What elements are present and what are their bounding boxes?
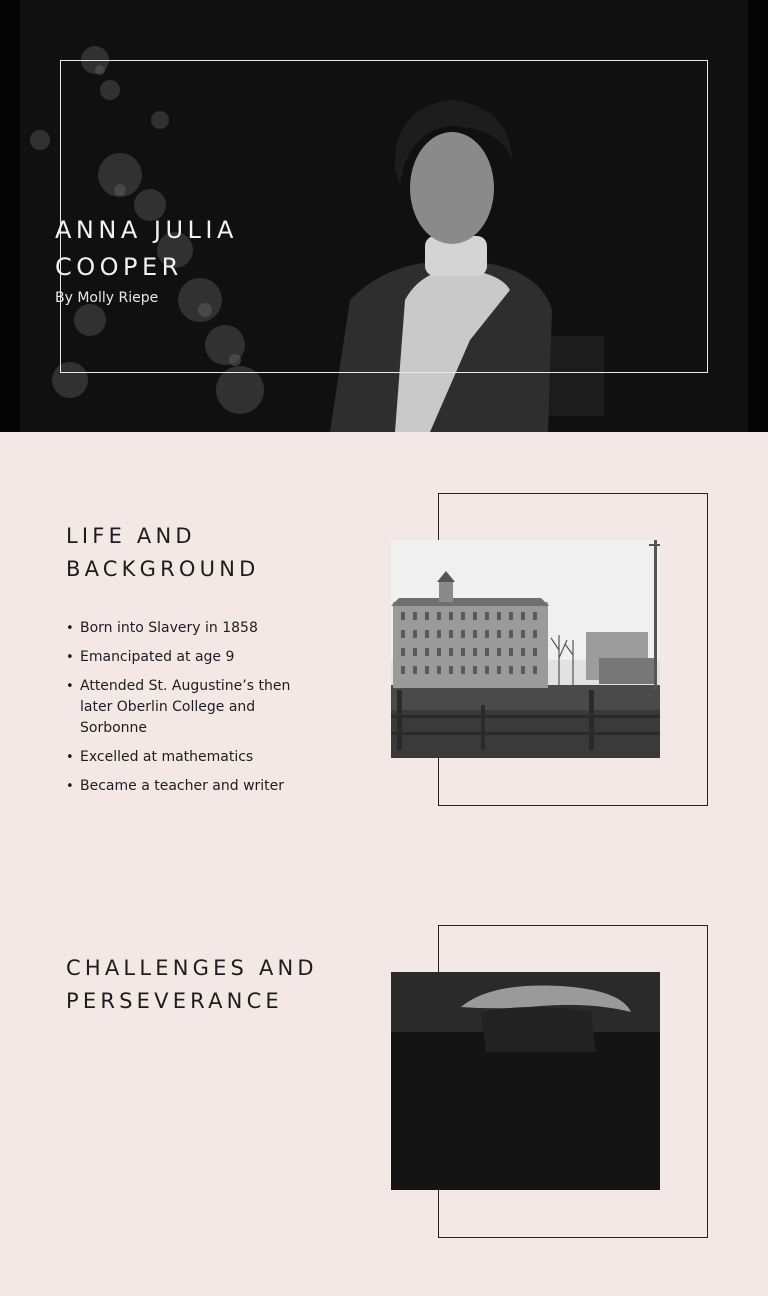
bullet-text: Born into Slavery in 1858	[80, 620, 258, 636]
bullet-text: Excelled at mathematics	[80, 749, 254, 765]
bullet-list	[66, 618, 316, 805]
title-line-1: ANNA JULIA	[55, 216, 238, 244]
bullet-glyph: •	[66, 679, 74, 694]
bullet-glyph: •	[66, 750, 74, 765]
heading-line-1: CHALLENGES AND	[66, 956, 318, 980]
bullet-item	[66, 776, 316, 797]
bullet-item	[66, 647, 316, 668]
bullet-glyph: •	[66, 779, 74, 794]
heading-line-1: LIFE AND	[66, 524, 196, 548]
bullet-text: Became a teacher and writer	[80, 778, 285, 794]
slide-heading	[66, 520, 366, 586]
bullet-text: Attended St. Augustine’s then later Oberlin College and Sorbonne	[80, 678, 291, 736]
slide-challenges-and-perseverance	[0, 864, 768, 1296]
title-line-2: COOPER	[55, 253, 183, 281]
bullet-glyph: •	[66, 621, 74, 636]
bullet-glyph: •	[66, 650, 74, 665]
heading-line-2: PERSEVERANCE	[66, 989, 283, 1013]
heading-line-2: BACKGROUND	[66, 557, 260, 581]
slide-life-and-background	[0, 432, 768, 864]
bullet-item	[66, 618, 316, 639]
title-slide	[0, 0, 768, 432]
slide-heading	[66, 952, 366, 1018]
bullet-item	[66, 747, 316, 768]
bullet-item	[66, 676, 316, 739]
college-building-photo	[391, 540, 660, 758]
presentation-title	[55, 212, 335, 286]
byline: By Molly Riepe	[55, 290, 159, 306]
bullet-text: Emancipated at age 9	[80, 649, 235, 665]
portrait-photo-2	[391, 972, 660, 1190]
